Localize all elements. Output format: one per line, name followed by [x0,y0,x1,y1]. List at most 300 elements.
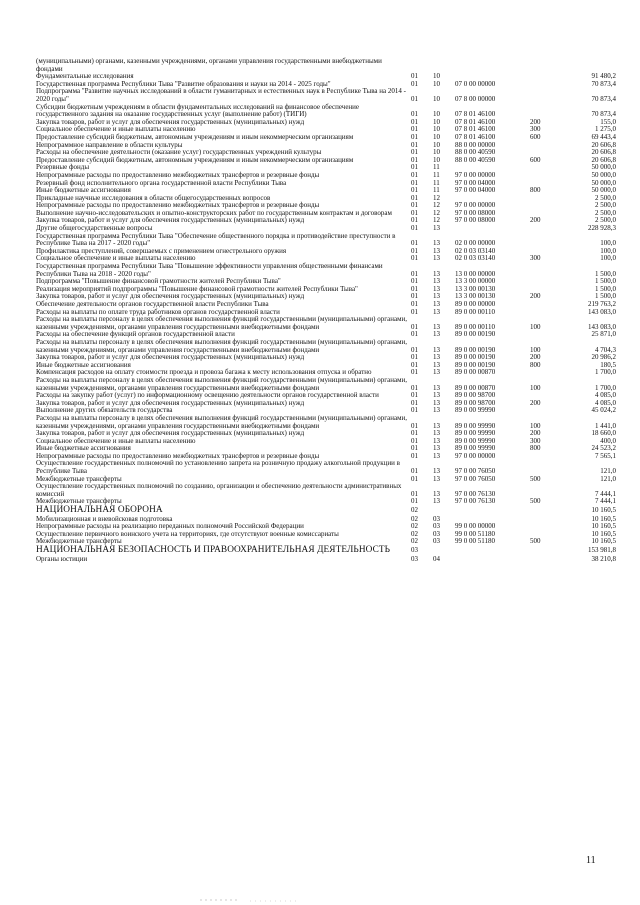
row-target-article: 89 0 00 99990 [455,429,496,438]
row-section: 01 [411,497,418,506]
row-section: 01 [411,246,418,255]
row-subsection: 13 [433,269,440,278]
row-subsection: 10 [433,94,440,103]
row-target-article: 97 0 00 76050 [455,467,496,476]
row-subsection: 13 [433,391,440,400]
row-section: 01 [411,368,418,377]
row-section: 01 [411,201,418,210]
row-section: 01 [411,330,418,339]
row-target-article: 97 0 00 76130 [455,497,496,506]
row-subsection: 13 [433,444,440,453]
row-target-article: 89 0 00 00190 [455,345,496,354]
row-subsection: 03 [433,529,440,538]
row-section: 01 [411,284,418,293]
row-amount: 180,5 [600,360,616,369]
row-target-article: 02 0 00 00000 [455,239,496,248]
row-section: 01 [411,208,418,217]
row-section: 01 [411,398,418,407]
row-section: 01 [411,239,418,248]
row-amount: 70 873,4 [591,110,616,119]
row-subsection: 13 [433,292,440,301]
row-subsection: 13 [433,497,440,506]
row-amount: 1 500,0 [595,284,616,293]
row-subsection: 10 [433,132,440,141]
row-subsection: 13 [433,398,440,407]
row-section: 01 [411,436,418,445]
row-name: Обеспечение деятельности органов государственной власти Республики Тыва [36,300,269,308]
row-section: 01 [411,292,418,301]
row-section: 01 [411,444,418,453]
row-target-article: 97 0 00 00000 [455,201,496,210]
row-expense-type: 100 [530,322,541,331]
row-section: 01 [411,132,418,141]
row-amount: 1 500,0 [595,292,616,301]
row-subsection: 13 [433,345,440,354]
row-amount: 7 444,1 [595,497,616,506]
row-amount: 4 085,0 [595,391,616,400]
table-row [36,263,616,278]
row-name: Выполнение других обязательств государства [36,406,173,415]
row-target-article: 89 0 00 99990 [455,421,496,430]
row-name: Компенсация расходов на оплату стоимости проезда и провоза багажа к месту использования отпуска и обратно [36,368,372,377]
row-amount: 25 871,0 [591,330,616,339]
row-name: Непрограммные расходы по предоставлению межбюджетных трансфертов и резервные фонды [36,201,320,210]
row-amount: 100,0 [600,246,616,255]
row-amount: 4 085,0 [595,398,616,407]
row-section: 03 [411,546,418,554]
row-section: 01 [411,353,418,362]
row-target-article: 13 3 00 00130 [455,292,496,301]
row-target-article: 97 0 00 08000 [455,216,496,225]
row-subsection: 10 [433,155,440,164]
row-expense-type: 500 [530,474,541,483]
row-expense-type: 800 [530,186,541,195]
row-section: 01 [411,170,418,179]
row-section: 01 [411,451,418,460]
row-section: 01 [411,300,418,308]
row-name: Непрограммное направление в области культуры [36,140,183,149]
table-row [36,483,616,498]
row-amount: 69 443,4 [591,132,616,141]
row-section: 01 [411,345,418,354]
row-subsection: 13 [433,421,440,430]
row-section: 02 [411,506,418,515]
row-amount: 155,0 [600,117,616,126]
table-row [36,316,616,331]
row-amount: 24 523,2 [591,444,616,453]
row-amount: 45 024,2 [591,406,616,415]
row-target-article: 07 8 01 46100 [455,110,496,119]
row-target-article: 89 0 00 00000 [455,300,496,308]
row-amount: 4 704,3 [595,345,616,354]
row-subsection: 13 [433,451,440,460]
table-row [36,104,616,119]
row-amount: 2 500,0 [595,193,616,202]
row-section: 01 [411,421,418,430]
row-amount: 100,0 [600,239,616,248]
row-target-article: 99 0 00 51180 [455,537,495,546]
row-name: Иные бюджетные ассигнования [36,444,131,453]
row-name: Расходы на закупку работ (услуг) по информационному освещению деятельности органов государственной власти [36,391,379,400]
row-section: 01 [411,383,418,392]
row-amount: 1 700,0 [595,383,616,392]
row-name: Закупка товаров, работ и услуг для обеспечения государственных (муниципальных) нужд [36,117,305,126]
row-subsection: 11 [433,178,440,187]
row-name: Социальное обеспечение и иные выплаты населению [36,254,196,263]
row-subsection: 11 [433,163,440,172]
row-name: Подпрограмма "Развитие научных исследований в области гуманитарных и естественных наук в Республике Тыва на 2014 - 2020 годы" [36,87,406,103]
row-target-article: 97 0 00 04000 [455,178,496,187]
row-expense-type: 200 [530,117,541,126]
row-expense-type: 600 [530,132,541,141]
row-target-article: 07 8 01 46100 [455,132,496,141]
row-amount: 10 160,5 [591,514,616,523]
row-subsection: 12 [433,208,440,217]
row-target-article: 97 0 00 00000 [455,170,496,179]
row-amount: 10 160,5 [591,537,616,546]
row-target-article: 97 0 00 76050 [455,474,496,483]
row-expense-type: 200 [530,429,541,438]
row-expense-type: 200 [530,216,541,225]
row-subsection: 10 [433,79,440,88]
row-section: 01 [411,72,418,81]
row-name: Межбюджетные трансферты [36,497,122,506]
row-target-article: 07 8 00 00000 [455,94,496,103]
row-name: Органы юстиции [36,554,88,563]
row-target-article: 89 0 00 00870 [455,368,496,377]
table-row [36,556,616,564]
row-section: 01 [411,224,418,233]
row-section: 03 [411,554,418,563]
table-row [36,460,616,475]
row-amount: 7 565,1 [595,451,616,460]
row-section: 01 [411,186,418,195]
row-target-article: 88 0 00 00000 [455,140,496,149]
row-amount: 1 700,0 [595,368,616,377]
table-row [36,233,616,248]
table-row [36,415,616,430]
row-amount: 70 873,4 [591,94,616,103]
table-row [36,339,616,354]
row-subsection: 11 [433,170,440,179]
row-name: Резервный фонд исполнительного органа государственной власти Республики Тыва [36,178,287,187]
row-name: Выполнение научно-исследовательских и опытно-конструкторских работ по государственным контрактам и договорам [36,208,392,217]
row-section: 01 [411,125,418,134]
row-expense-type: 300 [530,436,541,445]
row-amount: 1 275,0 [595,125,616,134]
row-section: 01 [411,254,418,263]
row-name: Резервные фонды [36,163,90,172]
row-section: 01 [411,79,418,88]
row-name: Закупка товаров, работ и услуг для обеспечения государственных (муниципальных) нужд [36,398,305,407]
row-subsection: 13 [433,246,440,255]
row-target-article: 89 0 00 00190 [455,360,496,369]
row-subsection: 10 [433,110,440,119]
row-amount: 228 928,3 [588,224,616,233]
row-amount: 100,0 [600,254,616,263]
scan-noise [0,896,640,905]
row-name: Закупка товаров, работ и услуг для обеспечения государственных (муниципальных) нужд [36,353,305,362]
row-name: НАЦИОНАЛЬНАЯ БЕЗОПАСНОСТЬ И ПРАВООХРАНИТЕЛЬНАЯ ДЕЯТЕЛЬНОСТЬ [36,545,391,555]
row-subsection: 04 [433,554,440,563]
row-name: Предоставление субсидий бюджетным, автономным учреждениям и иным некоммерческим организациям [36,155,354,164]
row-amount: 20 606,8 [591,148,616,157]
row-section: 01 [411,110,418,119]
row-expense-type: 500 [530,537,541,546]
row-expense-type: 800 [530,444,541,453]
row-target-article: 89 0 00 99990 [455,444,496,453]
table-row [36,157,616,165]
row-target-article: 89 0 00 00190 [455,330,496,339]
row-amount: 20 606,8 [591,140,616,149]
row-name: Непрограммные расходы по предоставлению межбюджетных трансфертов и резервные фонды [36,170,320,179]
row-subsection: 13 [433,467,440,476]
row-name: Предоставление субсидий бюджетным, автономным учреждениям и иным некоммерческим организациям [36,132,354,141]
row-amount: 10 160,5 [591,506,616,515]
row-name: Осуществление государственных полномочий по установлению запрета на розничную продажу алкогольной продукции в Республике Тыва [36,459,400,476]
row-section: 01 [411,269,418,278]
row-amount: 2 500,0 [595,216,616,225]
row-subsection: 13 [433,474,440,483]
row-subsection: 03 [433,514,440,523]
row-subsection: 13 [433,300,440,308]
row-amount: 219 763,2 [588,300,616,308]
row-name: Другие общегосударственные вопросы [36,224,153,233]
row-section: 01 [411,307,418,316]
row-target-article: 88 0 00 40590 [455,155,496,164]
budget-table [36,58,616,563]
row-target-article: 13 3 00 00130 [455,284,496,293]
table-row [36,377,616,392]
row-section: 01 [411,489,418,498]
row-subsection: 13 [433,330,440,339]
row-amount: 50 000,0 [591,163,616,172]
row-name: Иные бюджетные ассигнования [36,186,131,195]
row-target-article: 89 0 00 00190 [455,353,496,362]
row-section: 01 [411,360,418,369]
row-amount: 400,0 [600,436,616,445]
row-amount: 143 083,0 [588,307,616,316]
row-section: 01 [411,322,418,331]
row-name: Межбюджетные трансферты [36,474,122,483]
row-amount: 10 160,5 [591,529,616,538]
page-number: 11 [586,855,596,866]
row-name: Непрограммные расходы на реализацию переданных полномочий Российской Федерации [36,522,304,531]
table-row [36,58,616,73]
row-subsection: 12 [433,193,440,202]
row-name: Закупка товаров, работ и услуг для обеспечения государственных (муниципальных) нужд [36,429,305,438]
row-subsection: 03 [433,522,440,531]
row-name: Расходы на выплаты по оплате труда работников органов государственной власти [36,307,280,316]
row-amount: 121,0 [600,467,616,476]
row-name: Расходы на выплаты персоналу в целях обеспечения выполнения функций государственными (муниципальными) органами, казенными учреждениями, органами управления государственными внебюджетными фондами [36,375,408,392]
row-section: 02 [411,529,418,538]
row-expense-type: 100 [530,383,541,392]
row-name: Социальное обеспечение и иные выплаты населению [36,436,196,445]
row-name: Расходы на выплаты персоналу в целях обеспечения выполнения функций государственными (муниципальными) органами, казенными учреждениями, органами управления государственными внебюджетными фондами [36,413,408,430]
row-amount: 1 500,0 [595,269,616,278]
row-subsection: 11 [433,186,440,195]
row-section: 01 [411,391,418,400]
row-expense-type: 300 [530,254,541,263]
table-row [36,546,616,556]
row-target-article: 89 0 00 00110 [455,322,495,331]
row-amount: 50 000,0 [591,170,616,179]
row-subsection: 13 [433,383,440,392]
row-subsection: 13 [433,368,440,377]
row-name: Закупка товаров, работ и услуг для обеспечения государственных (муниципальных) нужд [36,292,305,301]
row-target-article: 07 8 01 46100 [455,125,496,134]
row-subsection: 13 [433,277,440,286]
row-section: 01 [411,216,418,225]
row-expense-type: 200 [530,398,541,407]
row-amount: 2 500,0 [595,201,616,210]
row-target-article: 07 0 00 00000 [455,79,496,88]
row-target-article: 13 0 00 00000 [455,269,496,278]
row-name: (муниципальными) органами, казенными учреждениями, органами управления государственными внебюджетными фондами [36,57,382,73]
row-target-article: 89 0 00 98700 [455,398,496,407]
row-name: Фундаментальные исследования [36,72,134,81]
row-section: 01 [411,193,418,202]
row-section: 01 [411,155,418,164]
row-subsection: 03 [433,537,440,546]
row-amount: 18 660,0 [591,429,616,438]
row-name: Прикладные научные исследования в области общегосударственных вопросов [36,193,271,202]
row-target-article: 97 0 00 00000 [455,451,496,460]
row-amount: 1 441,0 [595,421,616,430]
row-subsection: 10 [433,125,440,134]
row-section: 01 [411,140,418,149]
row-subsection: 13 [433,406,440,415]
row-target-article: 07 8 01 46100 [455,117,496,126]
row-target-article: 89 0 00 00110 [455,307,495,316]
row-section: 02 [411,522,418,531]
row-subsection: 10 [433,117,440,126]
row-amount: 7 444,1 [595,489,616,498]
row-section: 01 [411,474,418,483]
row-target-article: 02 0 03 03140 [455,254,496,263]
table-row [36,531,616,539]
row-amount: 121,0 [600,474,616,483]
row-target-article: 02 0 03 03140 [455,246,496,255]
row-target-article: 89 0 00 98700 [455,391,496,400]
row-section: 01 [411,406,418,415]
row-expense-type: 100 [530,421,541,430]
row-amount: 2 500,0 [595,208,616,217]
table-row [36,88,616,103]
row-name: Расходы на выплаты персоналу в целях обеспечения выполнения функций государственными (муниципальными) органами, казенными учреждениями, органами управления государственными внебюджетными фондами [36,315,408,331]
row-amount: 50 000,0 [591,178,616,187]
row-target-article: 88 0 00 40590 [455,148,496,157]
row-target-article: 97 0 00 04000 [455,186,496,195]
row-name: Осуществление государственных полномочий по созданию, организации и обеспечению деятельности административных комиссий [36,482,402,498]
row-amount: 1 500,0 [595,277,616,286]
row-expense-type: 800 [530,360,541,369]
row-expense-type: 200 [530,353,541,362]
row-name: Социальное обеспечение и иные выплаты населению [36,125,196,134]
row-name: Реализация мероприятий подпрограммы "Повышение финансовой грамотности жителей Республики Тыва" [36,284,358,293]
row-section: 01 [411,178,418,187]
row-amount: 70 873,4 [591,79,616,88]
row-target-article: 97 0 00 76130 [455,489,496,498]
row-subsection: 10 [433,140,440,149]
row-amount: 20 606,8 [591,155,616,164]
row-section: 01 [411,117,418,126]
row-name: Подпрограмма "Повышение финансовой грамотности жителей Республики Тыва" [36,277,281,286]
row-name: Государственная программа Республики Тыва "Обеспечение общественного порядка и противодействие преступности в Республике Тыва на 2017 - 2020 годы" [36,231,396,248]
row-name: НАЦИОНАЛЬНАЯ ОБОРОНА [36,505,163,516]
row-expense-type: 100 [530,345,541,354]
row-section: 01 [411,277,418,286]
row-target-article: 97 0 00 08000 [455,208,496,217]
row-subsection: 13 [433,436,440,445]
row-amount: 38 210,8 [591,554,616,563]
row-subsection: 13 [433,429,440,438]
row-subsection: 13 [433,322,440,331]
row-name: Расходы на обеспечение деятельности (оказание услуг) государственных учреждений культуры [36,148,322,157]
row-name: Субсидии бюджетным учреждениям в области фундаментальных исследований на финансовое обеспечение государственного задания на оказание государственных услуг (выполнение работ) (ТИГИ) [36,102,360,119]
row-subsection: 13 [433,489,440,498]
row-section: 02 [411,537,418,546]
row-subsection: 13 [433,353,440,362]
row-name: Профилактика преступлений, совершаемых с применением огнестрельного оружия [36,246,287,255]
row-section: 02 [411,514,418,523]
row-section: 01 [411,94,418,103]
row-subsection: 13 [433,224,440,233]
row-subsection: 13 [433,239,440,248]
row-amount: 91 480,2 [591,72,616,81]
row-subsection: 10 [433,72,440,81]
row-name: Межбюджетные трансферты [36,537,122,546]
row-expense-type: 600 [530,155,541,164]
row-name: Закупка товаров, работ и услуг для обеспечения государственных (муниципальных) нужд [36,216,305,225]
row-target-article: 99 0 00 51180 [455,529,495,538]
row-expense-type: 200 [530,292,541,301]
row-section: 01 [411,467,418,476]
row-name: Иные бюджетные ассигнования [36,360,131,369]
row-name: Расходы на обеспечение функций органов государственной власти [36,330,235,339]
row-name: Мобилизационная и вневойсковая подготовка [36,514,173,523]
row-section: 01 [411,429,418,438]
row-amount: 20 986,2 [591,353,616,362]
row-name: Государственная программа Республики Тыва "Повышение эффективности управления общественными финансами Республики Тыва на 2018 - 2020 годы" [36,262,383,278]
row-section: 01 [411,163,418,172]
row-name: Расходы на выплаты персоналу в целях обеспечения выполнения функций государственными (муниципальными) органами, казенными учреждениями, органами управления государственными внебюджетными фондами [36,337,408,354]
row-subsection: 13 [433,360,440,369]
row-subsection: 13 [433,284,440,293]
row-expense-type: 500 [530,497,541,506]
row-name: Непрограммные расходы по предоставлению межбюджетных трансфертов и резервные фонды [36,451,320,460]
row-expense-type: 300 [530,125,541,134]
row-amount: 10 160,5 [591,522,616,531]
row-target-article: 89 0 00 99990 [455,406,496,415]
row-subsection: 13 [433,254,440,263]
row-amount: 143 083,0 [588,322,616,331]
row-subsection: 10 [433,148,440,157]
row-target-article: 89 0 00 00870 [455,383,496,392]
row-name: Государственная программа Республики Тыва "Развитие образования и науки на 2014 - 2025 годы" [36,79,331,88]
row-target-article: 13 3 00 00000 [455,277,496,286]
row-target-article: 89 0 00 99990 [455,436,496,445]
row-subsection: 12 [433,216,440,225]
row-amount: 153 981,8 [588,546,616,554]
row-subsection: 13 [433,307,440,316]
row-target-article: 99 0 00 00000 [455,522,496,531]
row-section: 01 [411,148,418,157]
row-subsection: 12 [433,201,440,210]
row-amount: 50 000,0 [591,186,616,195]
row-name: Осуществление первичного воинского учета на территориях, где отсутствуют военные комиссариаты [36,529,339,538]
